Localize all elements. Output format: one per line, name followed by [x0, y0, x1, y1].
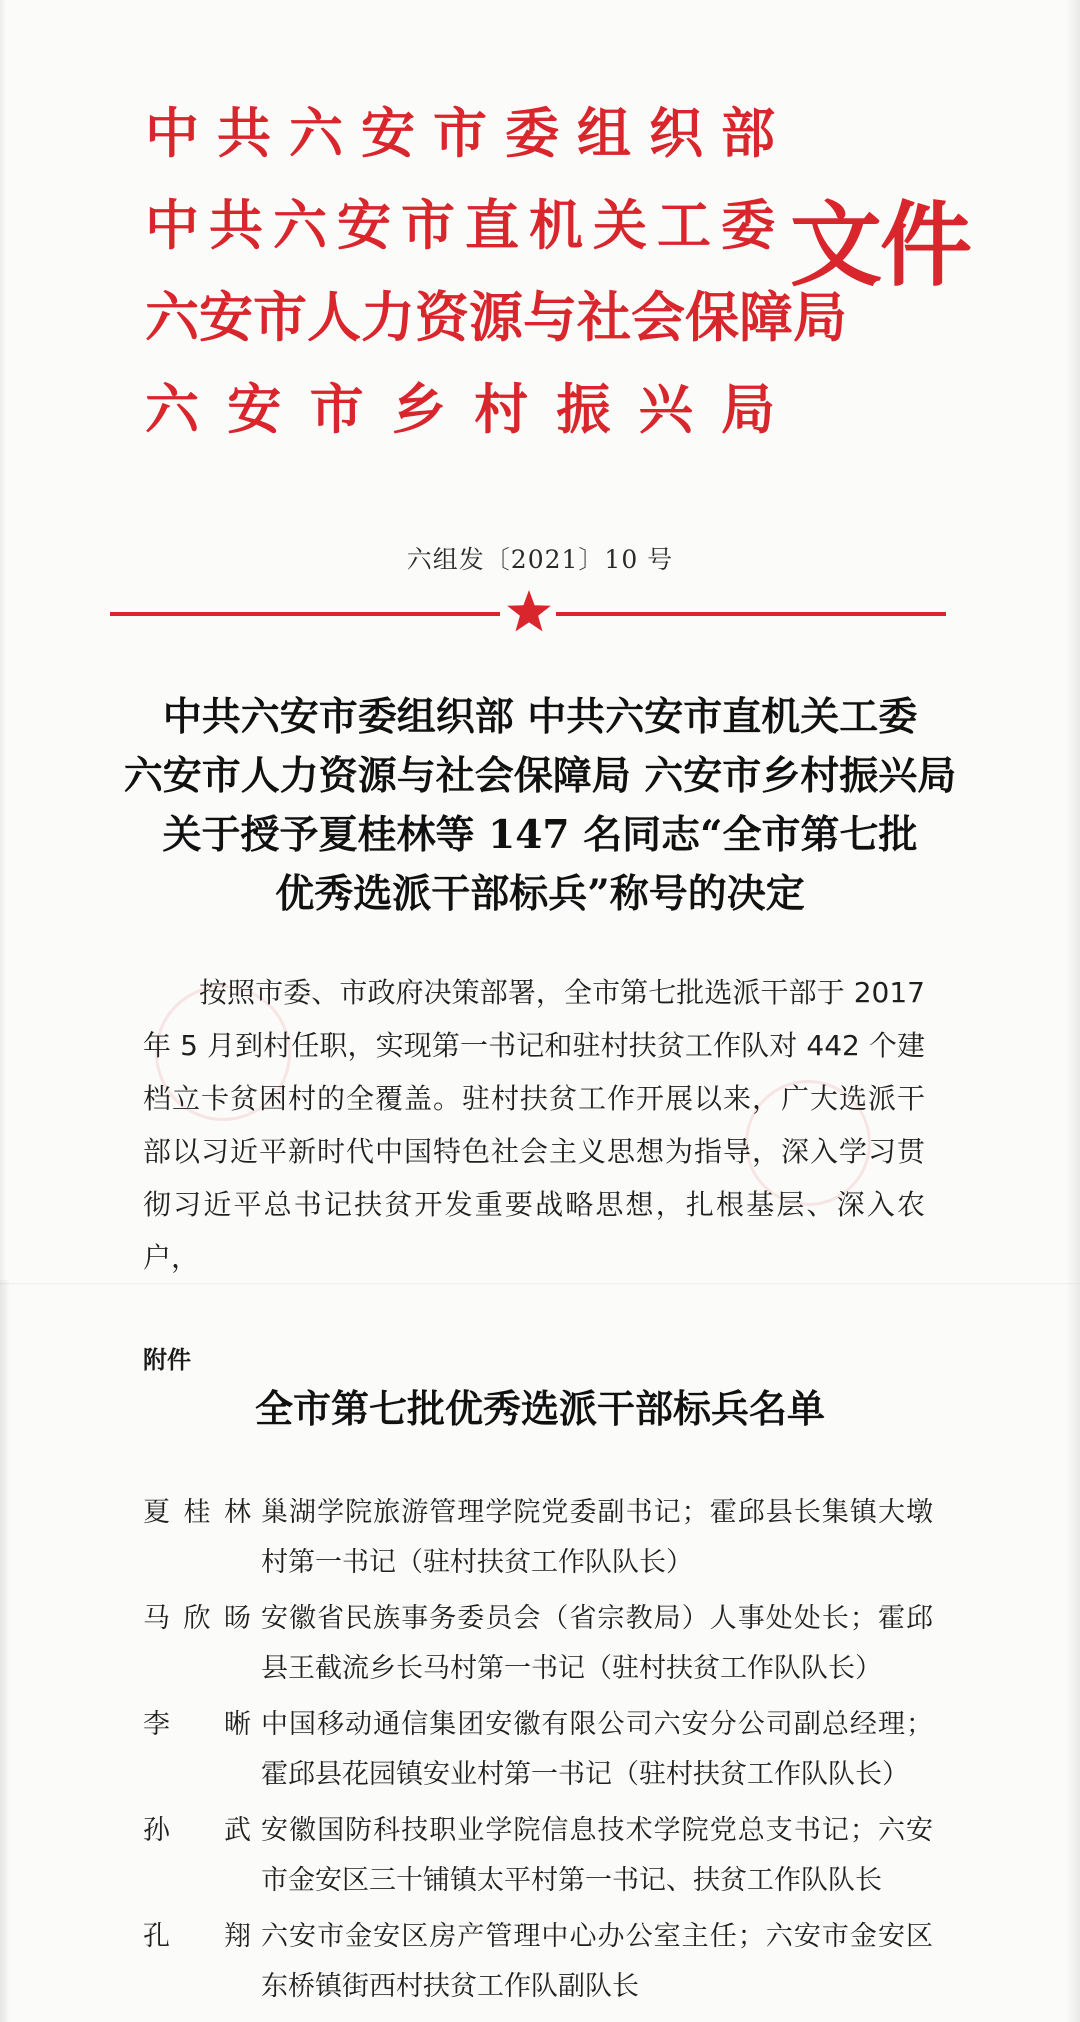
honoree-name: 孔翔 — [143, 1921, 251, 1952]
honoree-position: 安徽国防科技职业学院信息技术学院党总支书记；六安市金安区三十铺镇太平村第一书记、扶贫工作队队长 — [261, 1815, 933, 1896]
honoree-name: 孙武 — [143, 1815, 251, 1846]
issuer-name: 中共六安市直机关工委 — [145, 194, 775, 257]
issuer-name: 六安市乡村振兴局 — [145, 378, 775, 441]
honoree-list — [143, 1488, 933, 2018]
red-divider-right — [556, 612, 946, 616]
paper-edge-shadow — [1066, 0, 1080, 2022]
honoree-position: 巢湖学院旅游管理学院党委副书记；霍邱县长集镇大墩村第一书记（驻村扶贫工作队队长） — [261, 1497, 933, 1578]
red-divider-left — [110, 612, 500, 616]
decision-title — [0, 688, 1080, 924]
title-line: 优秀选派干部标兵”称号的决定 — [275, 871, 805, 917]
annex-title: 全市第七批优秀选派干部标兵名单 — [254, 1386, 825, 1431]
honoree-name: 李晰 — [143, 1709, 251, 1740]
honoree-position: 六安市金安区房产管理中心办公室主任；六安市金安区东桥镇街西村扶贫工作队副队长 — [261, 1921, 933, 2002]
paper-edge-shadow — [0, 0, 6, 1280]
issuer-name: 中共六安市委组织部 — [145, 102, 775, 165]
honoree-entry — [143, 1488, 933, 1588]
red-star-icon — [506, 588, 552, 634]
honoree-position: 中国移动通信集团安徽有限公司六安分公司副总经理；霍邱县花园镇安业村第一书记（驻村扶贫工作队队长） — [261, 1709, 933, 1790]
honoree-entry — [143, 1700, 933, 1800]
issuer-list — [145, 88, 847, 456]
document-word: 文件 — [790, 192, 971, 299]
issuer-name: 六安市人力资源与社会保障局 — [145, 286, 847, 349]
title-line: 六安市人力资源与社会保障局 六安市乡村振兴局 — [123, 753, 957, 799]
body-paragraph: 按照市委、市政府决策部署，全市第七批选派干部于 2017 年 5 月到村任职，实现第一书记和驻村扶贫工作队对 442 个建档立卡贫困村的全覆盖。驻村扶贫工作开展以来，广大选派干部以习近平新时代中国特色社会主义思想为指导，深入学习贯彻习近平总书记扶贫开发重要战略思想，扎根基层、深入农户， — [143, 976, 925, 1274]
honoree-name: 夏桂林 — [143, 1497, 251, 1528]
title-line: 中共六安市委组织部 中共六安市直机关工委 — [162, 694, 918, 740]
honoree-entry — [143, 1912, 933, 2012]
title-line: 关于授予夏桂林等 147 名同志“全市第七批 — [162, 812, 918, 858]
document-number: 六组发〔2021〕10 号 — [406, 545, 674, 574]
honoree-name: 马欣旸 — [143, 1603, 251, 1634]
annex-label: 附件 — [143, 1346, 191, 1374]
honoree-position: 安徽省民族事务委员会（省宗教局）人事处处长；霍邱县王截流乡长马村第一书记（驻村扶贫工作队队长） — [261, 1603, 933, 1684]
honoree-entry — [143, 1594, 933, 1694]
honoree-entry — [143, 1806, 933, 1906]
